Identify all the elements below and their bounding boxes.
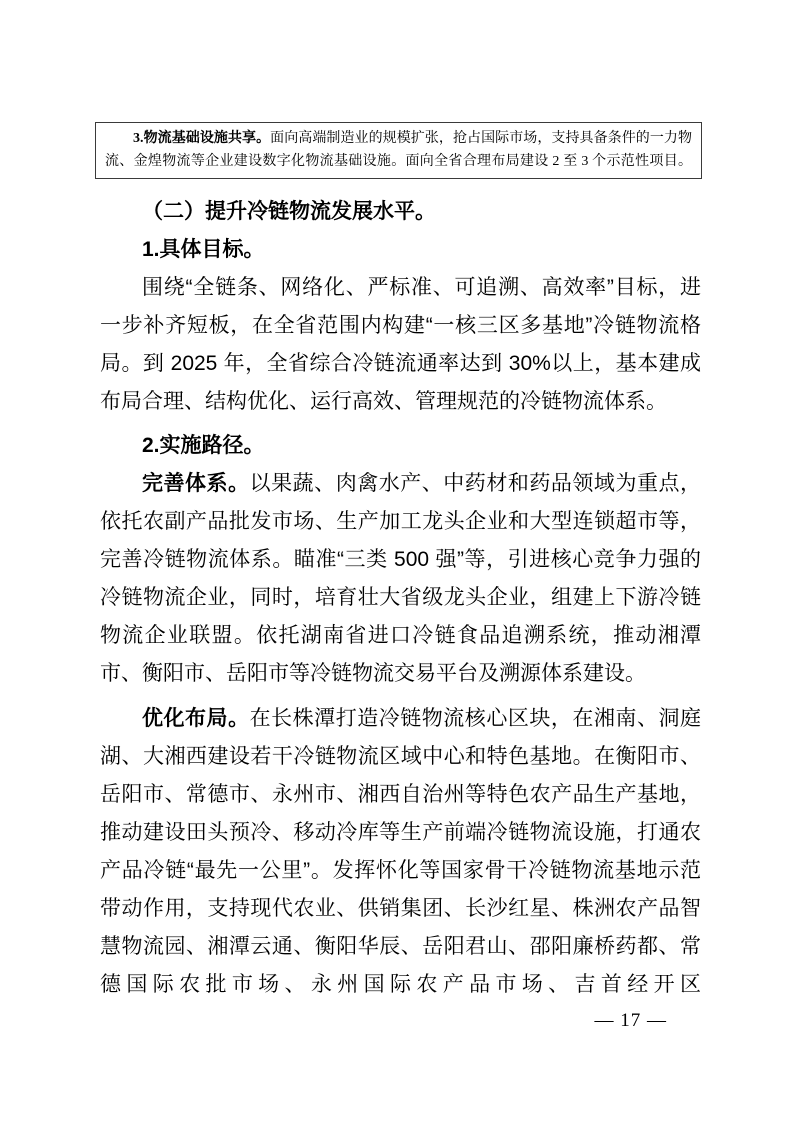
callout-box (95, 122, 702, 179)
callout-lead: 3.物流基础设施共享。 (133, 131, 271, 146)
paragraph-layout (100, 700, 701, 1004)
paragraph-goal: 围绕“全链条、网络化、严标准、可追溯、高效率”目标，进一步补齐短板，在全省范围内构建“一核三区多基地”冷链物流格局。到 2025 年，全省综合冷链流通率达到 30%以上，基本建成布局合理、结构优化、运行高效、管理规范的冷链物流体系。 (100, 276, 701, 413)
page-number: — 17 — (594, 1010, 667, 1031)
paragraph-system-lead: 完善体系。 (142, 472, 250, 495)
paragraph-layout-text: 在长株潭打造冷链物流核心区块，在湘南、洞庭湖、大湘西建设若干冷链物流区域中心和特色基地。在衡阳市、岳阳市、常德市、永州市、湘西自治州等特色农产品生产基地，推动建设田头预冷、移动冷库等生产前端冷链物流设施，打通农产品冷链“最先一公里”。发挥怀化等国家骨干冷链物流基地示范带动作用，支持现代农业、供销集团、长沙红星、株洲农产品智慧物流园、湘潭云通、衡阳华辰、岳阳君山、邵阳廉桥药都、常德国际农批市场、永州国际农产品市场、吉首经开区 (100, 707, 702, 996)
paragraph-system (100, 465, 701, 693)
section-heading: （二）提升冷链物流发展水平。 (142, 200, 436, 223)
paragraph-layout-lead: 优化布局。 (142, 707, 250, 730)
callout-text: 面向高端制造业的规模扩张，抢占国际市场，支持具备条件的一力物流、金煌物流等企业建设数字化物流基础设施。面向全省合理布局建设 2 至 3 个示范性项目。 (105, 131, 692, 169)
subsection-heading-goals: 1.具体目标。 (142, 238, 265, 261)
subsection-heading-path: 2.实施路径。 (142, 434, 265, 457)
paragraph-system-text: 以果蔬、肉禽水产、中药材和药品领域为重点，依托农副产品批发市场、生产加工龙头企业和大型连锁超市等，完善冷链物流体系。瞄准“三类 500 强”等，引进核心竞争力强的冷链物流企业，同时，培育壮大省级龙头企业，组建上下游冷链物流企业联盟。依托湖南省进口冷链食品追溯系统，推动湘潭市、衡阳市、岳阳市等冷链物流交易平台及溯源体系建设。 (100, 472, 702, 685)
